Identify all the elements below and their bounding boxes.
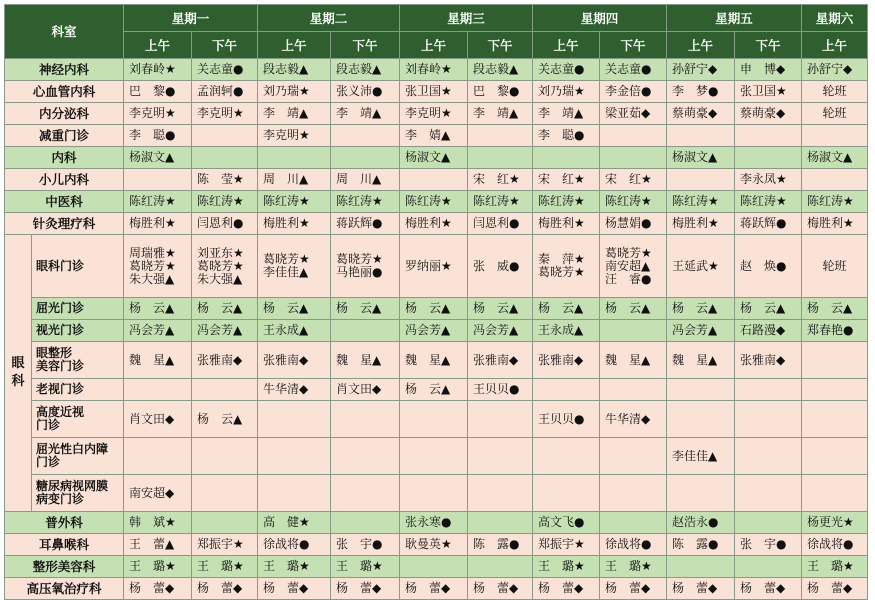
doctor-schedule-cell: 杨 蕾◆	[735, 578, 802, 600]
doctor-schedule-cell	[331, 438, 400, 475]
doctor-schedule-cell: 牛华清◆	[600, 401, 667, 438]
doctor-schedule-cell: 张 宇●	[331, 534, 400, 556]
doctor-schedule-cell: 张 威●	[468, 235, 533, 298]
day-header-mon: 星期一	[124, 5, 258, 32]
doctor-schedule-cell: 段志毅▲	[331, 59, 400, 81]
doctor-schedule-cell	[192, 379, 258, 401]
doctor-schedule-cell: 关志童●	[600, 59, 667, 81]
pm-header: 下午	[331, 32, 400, 59]
doctor-schedule-cell	[802, 475, 868, 512]
doctor-schedule-cell: 杨 蕾◆	[192, 578, 258, 600]
doctor-schedule-cell: 张雅南◆	[735, 342, 802, 379]
doctor-schedule-cell: 宋 红★	[533, 169, 600, 191]
doctor-schedule-cell: 杨 蕾◆	[600, 578, 667, 600]
doctor-schedule-cell: 陈红涛★	[192, 191, 258, 213]
am-header: 上午	[400, 32, 468, 59]
doctor-schedule-cell	[533, 438, 600, 475]
doctor-schedule-cell: 陈红涛★	[400, 191, 468, 213]
doctor-schedule-cell	[600, 320, 667, 342]
doctor-schedule-cell: 张永寒●	[400, 512, 468, 534]
doctor-schedule-cell	[735, 379, 802, 401]
doctor-schedule-cell: 张雅南◆	[533, 342, 600, 379]
pm-header: 下午	[192, 32, 258, 59]
doctor-schedule-cell: 杨 蕾◆	[533, 578, 600, 600]
doctor-schedule-cell: 王 璐★	[600, 556, 667, 578]
doctor-schedule-cell: 李克明★	[400, 103, 468, 125]
doctor-schedule-cell: 陈红涛★	[667, 191, 735, 213]
doctor-schedule-cell: 申 博◆	[735, 59, 802, 81]
schedule-row	[5, 213, 868, 235]
doctor-schedule-cell	[667, 401, 735, 438]
schedule-row	[5, 512, 868, 534]
doctor-schedule-cell: 李 靖▲	[258, 103, 331, 125]
doctor-schedule-cell: 王 璐★	[331, 556, 400, 578]
doctor-schedule-cell: 葛晓芳★ 李佳佳▲	[258, 235, 331, 298]
doctor-schedule-cell: 耿曼英★	[400, 534, 468, 556]
doctor-schedule-cell: 杨 云▲	[600, 298, 667, 320]
doctor-schedule-cell: 杨 云▲	[533, 298, 600, 320]
doctor-schedule-cell: 郑春艳●	[802, 320, 868, 342]
doctor-schedule-cell: 巴 黎●	[468, 81, 533, 103]
doctor-schedule-cell: 陈红涛★	[258, 191, 331, 213]
department-name: 高压氧治疗科	[5, 578, 124, 600]
doctor-schedule-cell: 张义沛●	[331, 81, 400, 103]
doctor-schedule-cell: 孙舒宁◆	[667, 59, 735, 81]
doctor-schedule-cell: 周 川▲	[258, 169, 331, 191]
doctor-schedule-cell: 关志童●	[192, 59, 258, 81]
doctor-schedule-cell	[735, 438, 802, 475]
doctor-schedule-cell	[331, 512, 400, 534]
doctor-schedule-cell: 冯会芳▲	[124, 320, 192, 342]
doctor-schedule-cell: 刘亚东★ 葛晓芳★ 朱大强▲	[192, 235, 258, 298]
doctor-schedule-cell	[533, 475, 600, 512]
doctor-schedule-cell: 南安超◆	[124, 475, 192, 512]
doctor-schedule-cell: 石路漫◆	[735, 320, 802, 342]
day-header-fri: 星期五	[667, 5, 802, 32]
doctor-schedule-cell: 韩 斌★	[124, 512, 192, 534]
doctor-schedule-cell	[468, 475, 533, 512]
department-name: 耳鼻喉科	[5, 534, 124, 556]
department-name: 中医科	[5, 191, 124, 213]
doctor-schedule-cell	[468, 556, 533, 578]
doctor-schedule-cell: 徐战将●	[258, 534, 331, 556]
doctor-schedule-cell: 梁亚茹◆	[600, 103, 667, 125]
doctor-schedule-cell: 陈 莹★	[192, 169, 258, 191]
doctor-schedule-cell: 杨 云▲	[258, 298, 331, 320]
pm-header: 下午	[468, 32, 533, 59]
eye-department-group-label: 眼 科	[5, 235, 32, 512]
doctor-schedule-cell: 孟润轲●	[192, 81, 258, 103]
am-header: 上午	[802, 32, 868, 59]
doctor-schedule-cell: 巴 黎●	[124, 81, 192, 103]
schedule-row	[5, 191, 868, 213]
schedule-row	[5, 578, 868, 600]
doctor-schedule-cell	[667, 475, 735, 512]
doctor-schedule-cell: 杨更光★	[802, 512, 868, 534]
doctor-schedule-cell: 轮班	[802, 81, 868, 103]
doctor-schedule-cell: 张雅南◆	[468, 342, 533, 379]
department-name: 整形美容科	[5, 556, 124, 578]
department-name: 屈光门诊	[32, 298, 124, 320]
doctor-schedule-cell: 杨 云▲	[400, 379, 468, 401]
doctor-schedule-cell	[802, 401, 868, 438]
doctor-schedule-cell	[124, 169, 192, 191]
doctor-schedule-cell	[192, 125, 258, 147]
doctor-schedule-cell: 轮班	[802, 235, 868, 298]
doctor-schedule-cell	[258, 147, 331, 169]
doctor-schedule-cell	[468, 401, 533, 438]
doctor-schedule-cell: 杨 蕾◆	[331, 578, 400, 600]
dept-header: 科室	[5, 5, 124, 59]
doctor-schedule-cell: 梅胜利★	[258, 213, 331, 235]
doctor-schedule-cell	[802, 379, 868, 401]
doctor-schedule-cell: 段志毅▲	[258, 59, 331, 81]
doctor-schedule-cell: 杨 蕾◆	[802, 578, 868, 600]
doctor-schedule-cell	[735, 512, 802, 534]
doctor-schedule-cell	[192, 147, 258, 169]
department-name: 神经内科	[5, 59, 124, 81]
doctor-schedule-cell: 王贝贝●	[533, 401, 600, 438]
doctor-schedule-cell: 杨 云▲	[802, 298, 868, 320]
doctor-schedule-cell: 周 川▲	[331, 169, 400, 191]
doctor-schedule-cell: 高 健★	[258, 512, 331, 534]
doctor-schedule-cell	[802, 125, 868, 147]
day-header-sat: 星期六	[802, 5, 868, 32]
doctor-schedule-cell: 杨慧娟●	[600, 213, 667, 235]
doctor-schedule-cell: 冯会芳▲	[468, 320, 533, 342]
department-name: 减重门诊	[5, 125, 124, 147]
doctor-schedule-cell: 蒋跃辉●	[735, 213, 802, 235]
day-header-wed: 星期三	[400, 5, 533, 32]
doctor-schedule-cell: 李 靖▲	[468, 103, 533, 125]
doctor-schedule-cell: 罗纳丽★	[400, 235, 468, 298]
doctor-schedule-cell: 刘乃瑞★	[533, 81, 600, 103]
doctor-schedule-cell: 蔡萌豪◆	[667, 103, 735, 125]
doctor-schedule-cell	[258, 438, 331, 475]
doctor-schedule-cell: 赵 焕●	[735, 235, 802, 298]
department-name: 内科	[5, 147, 124, 169]
doctor-schedule-cell	[667, 169, 735, 191]
doctor-schedule-cell: 杨 蕾◆	[258, 578, 331, 600]
doctor-schedule-cell: 蒋跃辉●	[331, 213, 400, 235]
doctor-schedule-cell	[331, 147, 400, 169]
department-name: 屈光性白内障 门诊	[32, 438, 124, 475]
doctor-schedule-cell: 魏 星▲	[667, 342, 735, 379]
doctor-schedule-cell: 轮班	[802, 103, 868, 125]
doctor-schedule-cell: 刘乃瑞★	[258, 81, 331, 103]
doctor-schedule-cell: 杨淑文▲	[667, 147, 735, 169]
doctor-schedule-cell: 李 聪●	[124, 125, 192, 147]
doctor-schedule-cell: 魏 星▲	[124, 342, 192, 379]
am-header: 上午	[667, 32, 735, 59]
doctor-schedule-cell: 魏 星▲	[600, 342, 667, 379]
doctor-schedule-cell	[400, 169, 468, 191]
doctor-schedule-cell	[667, 556, 735, 578]
department-name: 高度近视 门诊	[32, 401, 124, 438]
doctor-schedule-cell	[400, 438, 468, 475]
doctor-schedule-cell: 李佳佳▲	[667, 438, 735, 475]
doctor-schedule-cell: 蔡萌豪◆	[735, 103, 802, 125]
doctor-schedule-cell: 陈红涛★	[735, 191, 802, 213]
doctor-schedule-cell: 梅胜利★	[533, 213, 600, 235]
doctor-schedule-cell	[667, 379, 735, 401]
doctor-schedule-cell: 陈 露●	[667, 534, 735, 556]
schedule-row	[5, 401, 868, 438]
doctor-schedule-cell: 冯会芳▲	[667, 320, 735, 342]
doctor-schedule-cell: 杨 云▲	[124, 298, 192, 320]
doctor-schedule-cell: 李 婧▲	[400, 125, 468, 147]
doctor-schedule-cell: 李 靖▲	[533, 103, 600, 125]
doctor-schedule-cell: 杨 云▲	[667, 298, 735, 320]
doctor-schedule-cell: 杨 云▲	[468, 298, 533, 320]
doctor-schedule-cell: 冯会芳▲	[192, 320, 258, 342]
doctor-schedule-cell: 刘春岭★	[124, 59, 192, 81]
doctor-schedule-cell	[124, 438, 192, 475]
doctor-schedule-cell: 陈红涛★	[533, 191, 600, 213]
department-name: 糖尿病视网膜 病变门诊	[32, 475, 124, 512]
pm-header: 下午	[600, 32, 667, 59]
doctor-schedule-cell	[802, 169, 868, 191]
doctor-schedule-cell: 肖文田◆	[331, 379, 400, 401]
doctor-schedule-cell: 孙舒宁◆	[802, 59, 868, 81]
schedule-row	[5, 235, 868, 298]
doctor-schedule-cell	[258, 475, 331, 512]
doctor-schedule-cell: 王永成▲	[258, 320, 331, 342]
doctor-schedule-cell: 杨 云▲	[192, 298, 258, 320]
doctor-schedule-cell	[331, 125, 400, 147]
doctor-schedule-cell	[802, 438, 868, 475]
doctor-schedule-cell	[735, 401, 802, 438]
doctor-schedule-cell: 梅胜利★	[124, 213, 192, 235]
doctor-schedule-cell	[533, 379, 600, 401]
doctor-schedule-cell: 秦 萍★ 葛晓芳★	[533, 235, 600, 298]
doctor-schedule-cell: 魏 星▲	[331, 342, 400, 379]
doctor-schedule-cell	[735, 147, 802, 169]
department-name: 视光门诊	[32, 320, 124, 342]
day-header-tue: 星期二	[258, 5, 400, 32]
doctor-schedule-cell: 李 聪●	[533, 125, 600, 147]
doctor-schedule-cell	[258, 401, 331, 438]
doctor-schedule-cell: 李克明★	[192, 103, 258, 125]
doctor-schedule-cell: 王 蕾▲	[124, 534, 192, 556]
doctor-schedule-cell: 张卫国★	[735, 81, 802, 103]
doctor-schedule-cell: 陈 露●	[468, 534, 533, 556]
doctor-schedule-cell: 张 宇●	[735, 534, 802, 556]
doctor-schedule-cell: 杨 云▲	[192, 401, 258, 438]
schedule-row	[5, 438, 868, 475]
doctor-schedule-cell: 葛晓芳★ 马艳丽●	[331, 235, 400, 298]
schedule-row	[5, 556, 868, 578]
am-header: 上午	[124, 32, 192, 59]
doctor-schedule-cell: 闫恩利●	[468, 213, 533, 235]
doctor-schedule-cell: 梅胜利★	[400, 213, 468, 235]
doctor-schedule-cell: 徐战将●	[802, 534, 868, 556]
schedule-row	[5, 169, 868, 191]
doctor-schedule-cell: 魏 星▲	[400, 342, 468, 379]
doctor-schedule-cell: 郑振宇★	[192, 534, 258, 556]
schedule-row	[5, 125, 868, 147]
doctor-schedule-cell	[192, 512, 258, 534]
doctor-schedule-cell: 张卫国★	[400, 81, 468, 103]
doctor-schedule-cell	[468, 438, 533, 475]
doctor-schedule-cell	[192, 438, 258, 475]
doctor-schedule-cell: 李永凤★	[735, 169, 802, 191]
day-header-thu: 星期四	[533, 5, 667, 32]
doctor-schedule-cell: 闫恩利●	[192, 213, 258, 235]
department-name: 针灸理疗科	[5, 213, 124, 235]
doctor-schedule-cell	[667, 125, 735, 147]
doctor-schedule-cell: 王延武★	[667, 235, 735, 298]
doctor-schedule-cell: 王 璐★	[124, 556, 192, 578]
doctor-schedule-cell	[400, 475, 468, 512]
schedule-row	[5, 342, 868, 379]
doctor-schedule-cell	[600, 512, 667, 534]
doctor-schedule-cell	[533, 147, 600, 169]
doctor-schedule-cell	[802, 342, 868, 379]
doctor-schedule-cell: 张雅南◆	[258, 342, 331, 379]
schedule-table	[4, 4, 868, 600]
schedule-row	[5, 103, 868, 125]
doctor-schedule-cell	[600, 475, 667, 512]
doctor-schedule-cell	[735, 556, 802, 578]
schedule-row	[5, 534, 868, 556]
doctor-schedule-cell: 杨 蕾◆	[400, 578, 468, 600]
doctor-schedule-cell: 李金倍●	[600, 81, 667, 103]
doctor-schedule-cell: 徐战将●	[600, 534, 667, 556]
doctor-schedule-cell	[600, 438, 667, 475]
doctor-schedule-cell: 周瑞雅★ 葛晓芳★ 朱大强▲	[124, 235, 192, 298]
doctor-schedule-cell	[468, 125, 533, 147]
doctor-schedule-cell: 陈红涛★	[802, 191, 868, 213]
doctor-schedule-cell: 李 梦●	[667, 81, 735, 103]
doctor-schedule-cell: 王 璐★	[533, 556, 600, 578]
doctor-schedule-cell: 关志童●	[533, 59, 600, 81]
doctor-schedule-cell	[192, 475, 258, 512]
doctor-schedule-cell: 赵浩永●	[667, 512, 735, 534]
doctor-schedule-cell: 王 璐★	[192, 556, 258, 578]
doctor-schedule-cell: 王 璐★	[258, 556, 331, 578]
doctor-schedule-cell: 刘春岭★	[400, 59, 468, 81]
doctor-schedule-cell: 王永成▲	[533, 320, 600, 342]
doctor-schedule-cell: 段志毅▲	[468, 59, 533, 81]
pm-header: 下午	[735, 32, 802, 59]
doctor-schedule-cell	[735, 125, 802, 147]
doctor-schedule-cell: 杨淑文▲	[802, 147, 868, 169]
doctor-schedule-cell: 梅胜利★	[802, 213, 868, 235]
doctor-schedule-cell: 陈红涛★	[600, 191, 667, 213]
schedule-row	[5, 298, 868, 320]
doctor-schedule-cell: 葛晓芳★ 南安超▲ 汪 睿●	[600, 235, 667, 298]
doctor-schedule-cell	[124, 379, 192, 401]
doctor-schedule-cell: 杨 蕾◆	[667, 578, 735, 600]
doctor-schedule-cell: 陈红涛★	[124, 191, 192, 213]
department-name: 小儿内科	[5, 169, 124, 191]
doctor-schedule-cell	[331, 320, 400, 342]
department-name: 普外科	[5, 512, 124, 534]
doctor-schedule-cell: 杨 蕾◆	[124, 578, 192, 600]
doctor-schedule-cell: 肖文田◆	[124, 401, 192, 438]
doctor-schedule-cell: 冯会芳▲	[400, 320, 468, 342]
doctor-schedule-cell: 李 靖▲	[331, 103, 400, 125]
department-name: 眼整形 美容门诊	[32, 342, 124, 379]
schedule-row	[5, 320, 868, 342]
doctor-schedule-cell	[331, 475, 400, 512]
doctor-schedule-cell: 杨 云▲	[735, 298, 802, 320]
doctor-schedule-cell: 杨淑文▲	[400, 147, 468, 169]
doctor-schedule-cell: 宋 红★	[468, 169, 533, 191]
doctor-schedule-cell	[468, 147, 533, 169]
schedule-row	[5, 379, 868, 401]
schedule-row	[5, 59, 868, 81]
schedule-row	[5, 475, 868, 512]
doctor-schedule-cell: 陈红涛★	[331, 191, 400, 213]
doctor-schedule-cell: 杨 云▲	[331, 298, 400, 320]
doctor-schedule-cell	[600, 125, 667, 147]
doctor-schedule-cell: 高文飞●	[533, 512, 600, 534]
schedule-row	[5, 147, 868, 169]
doctor-schedule-cell: 梅胜利★	[667, 213, 735, 235]
doctor-schedule-cell	[400, 556, 468, 578]
doctor-schedule-cell	[400, 401, 468, 438]
doctor-schedule-cell	[735, 475, 802, 512]
doctor-schedule-cell: 宋 红★	[600, 169, 667, 191]
doctor-schedule-cell: 杨淑文▲	[124, 147, 192, 169]
department-name: 内分泌科	[5, 103, 124, 125]
doctor-schedule-cell	[600, 147, 667, 169]
doctor-schedule-cell	[468, 512, 533, 534]
doctor-schedule-cell	[600, 379, 667, 401]
doctor-schedule-cell: 王贝贝●	[468, 379, 533, 401]
doctor-schedule-cell: 杨 云▲	[400, 298, 468, 320]
am-header: 上午	[533, 32, 600, 59]
doctor-schedule-cell: 王 璐★	[802, 556, 868, 578]
doctor-schedule-cell: 李克明★	[258, 125, 331, 147]
am-header: 上午	[258, 32, 331, 59]
doctor-schedule-cell: 李克明★	[124, 103, 192, 125]
doctor-schedule-cell: 牛华清◆	[258, 379, 331, 401]
department-name: 老视门诊	[32, 379, 124, 401]
doctor-schedule-cell: 郑振宇★	[533, 534, 600, 556]
doctor-schedule-cell	[331, 401, 400, 438]
department-name: 眼科门诊	[32, 235, 124, 298]
doctor-schedule-cell: 陈红涛★	[468, 191, 533, 213]
doctor-schedule-cell: 杨 蕾◆	[468, 578, 533, 600]
department-name: 心血管内科	[5, 81, 124, 103]
schedule-row	[5, 81, 868, 103]
doctor-schedule-cell: 张雅南◆	[192, 342, 258, 379]
